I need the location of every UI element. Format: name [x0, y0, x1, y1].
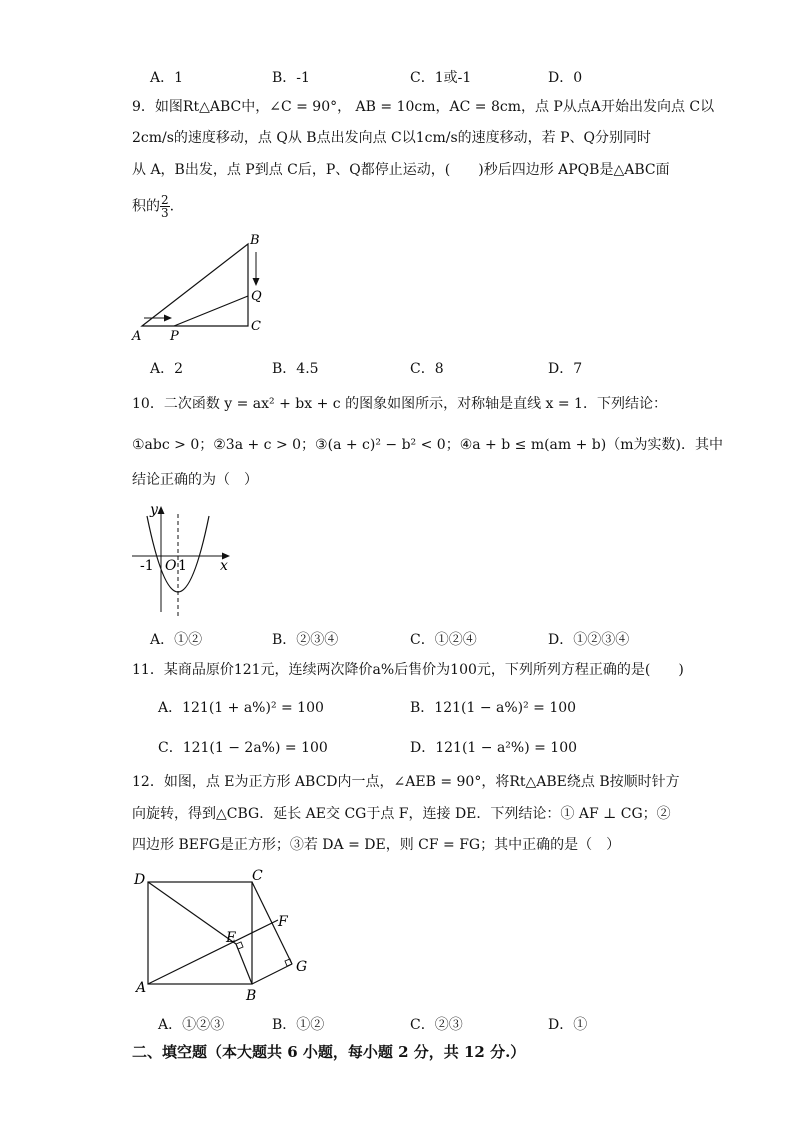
segment-af	[148, 920, 278, 984]
q9-triangle-figure	[128, 228, 278, 348]
q9-fraction-numerator: 2	[161, 193, 169, 207]
q8-option-c: C．1或-1	[410, 70, 472, 86]
label-b: B	[250, 233, 260, 248]
q9-line-4-suffix: .	[169, 198, 175, 215]
q9-line-3: 从 A，B出发，点 P到点 C后，P、Q都停止运动，( )秒后四边形 APQB是△ABC面	[132, 162, 670, 178]
q12-line-1: 12．如图，点 E为正方形 ABCD内一点，∠AEB = 90°，将Rt△ABE绕点 B按顺时针方	[132, 774, 680, 790]
q11-option-d: D．121(1 − a²%) = 100	[410, 740, 578, 756]
label-c: C	[251, 319, 261, 334]
segment-bg	[252, 964, 292, 984]
q12-line-2: 向旋转，得到△CBG．延长 AE交 CG于点 F，连接 DE．下列结论：① AF ⊥ CG；②	[132, 806, 671, 822]
label-origin: O	[165, 558, 177, 574]
q10-line-3: 结论正确的为（ ）	[132, 472, 258, 488]
q12-line-3: 四边形 BEFG是正方形；③若 DA = DE，则 CF = FG；其中正确的是（ ）	[132, 837, 621, 853]
q10-line-2: ①abc > 0；②3a + c > 0；③(a + c)² − b² < 0；④a + b ≤ m(am + b)（m为实数)．其中	[132, 437, 723, 453]
q9-line-4-prefix: 积的	[132, 198, 160, 215]
q8-option-d: D．0	[548, 70, 583, 86]
q9-fraction	[160, 194, 170, 219]
q9-line-2: 2cm/s的速度移动，点 Q从 B点出发向点 C以1cm/s的速度移动，若 P、Q分别同时	[132, 130, 652, 146]
q11-option-b: B．121(1 − a%)² = 100	[410, 700, 577, 716]
q10-option-b: B．②③④	[272, 632, 339, 648]
label-a: A	[132, 329, 142, 344]
segment-eb	[236, 944, 252, 984]
q9-option-c: C．8	[410, 361, 444, 377]
y-axis-arrow-icon	[158, 506, 165, 514]
q9-option-b: B．4.5	[272, 361, 319, 377]
q11-option-a: A．121(1 + a%)² = 100	[158, 700, 324, 716]
q12-option-a: A．①②③	[158, 1017, 225, 1033]
label-q: Q	[251, 289, 262, 304]
q10-line-1: 10．二次函数 y = ax² + bx + c 的图象如图所示，对称轴是直线 x = 1．下列结论：	[132, 396, 667, 412]
label-p: P	[170, 329, 179, 344]
q10-option-a: A．①②	[150, 632, 203, 648]
q9-line-4	[132, 194, 174, 219]
q12-option-d: D．①	[548, 1017, 588, 1033]
q10-parabola-figure	[128, 500, 238, 620]
q12-option-c: C．②③	[410, 1017, 463, 1033]
label-neg-one: -1	[140, 558, 154, 574]
q10-option-d: D．①②③④	[548, 632, 630, 648]
label-d: D	[134, 872, 146, 888]
label-a: A	[136, 980, 147, 996]
q10-option-c: C．①②④	[410, 632, 477, 648]
q11-line-1: 11．某商品原价121元，连续两次降价a%后售价为100元，下列所列方程正确的是( )	[132, 662, 684, 678]
label-c: C	[252, 868, 263, 884]
label-y: y	[150, 502, 158, 518]
q9-option-a: A．2	[150, 361, 184, 377]
q9-option-d: D．7	[548, 361, 583, 377]
label-b: B	[246, 988, 257, 1004]
arrow-right-icon	[164, 315, 172, 322]
q9-fraction-denominator: 3	[161, 206, 169, 220]
q8-option-b: B．-1	[272, 70, 310, 86]
label-f: F	[278, 914, 288, 930]
label-g: G	[296, 959, 308, 975]
q8-option-a: A．1	[150, 70, 184, 86]
label-one: 1	[178, 558, 187, 574]
label-e: E	[226, 930, 237, 946]
triangle-abc	[142, 244, 248, 326]
label-x: x	[220, 558, 228, 574]
q12-square-figure	[128, 862, 318, 1007]
q12-option-b: B．①②	[272, 1017, 325, 1033]
section-title-fill-in: 二、填空题（本大题共 6 小题，每小题 2 分，共 12 分.）	[132, 1043, 526, 1061]
square-abcd	[148, 882, 252, 984]
segment-pq	[174, 296, 248, 326]
q9-line-1: 9．如图Rt△ABC中，∠C = 90°， AB = 10cm，AC = 8cm，点 P从点A开始出发向点 C以	[132, 99, 715, 115]
arrow-down-icon	[253, 278, 260, 286]
q11-option-c: C．121(1 − 2a%) = 100	[158, 740, 328, 756]
segment-de	[148, 882, 236, 944]
